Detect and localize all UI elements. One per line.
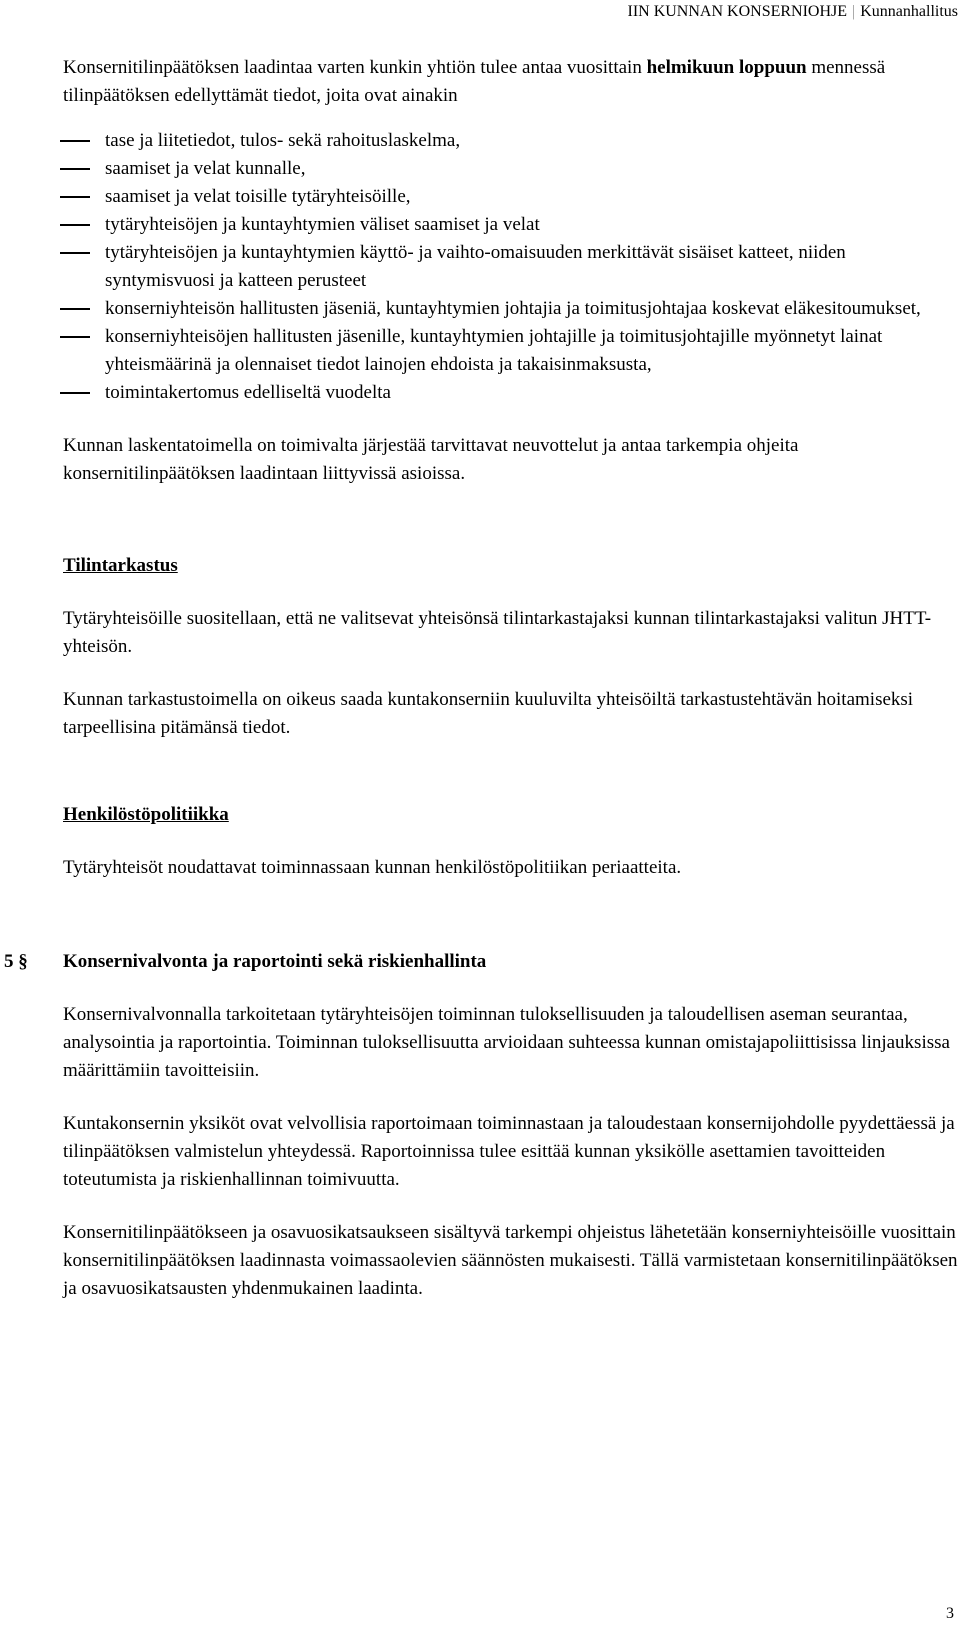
intro-paragraph [63, 54, 960, 110]
laskentatoimi-paragraph: Kunnan laskentatoimella on toimivalta järjestää tarvittavat neuvottelut ja antaa tarkempia ohjeita konsernitilinpäätöksen laadintaan liittyvissä asioissa. [63, 435, 799, 484]
document-body [4, 54, 960, 1303]
page-number: 3 [946, 1605, 954, 1622]
required-info-list [63, 127, 960, 407]
list-item: konserniyhteisöjen hallitusten jäsenille, kuntayhtymien johtajille ja toimitusjohtajille myönnetyt lainat yhteismäärinä ja olennaiset tiedot lainojen ehdoista ja takaisinmaksusta, [63, 323, 960, 379]
tilintarkastus-paragraph-1: Tytäryhteisöille suositellaan, että ne valitsevat yhteisönsä tilintarkastajaksi kunnan tilintarkastajaksi valitun JHTT-yhteisön. [63, 608, 932, 657]
header-separator: | [852, 3, 856, 20]
section-5-paragraph-3: Konsernitilinpäätökseen ja osavuosikatsaukseen sisältyvä tarkempi ohjeistus lähetetään konserniyhteisöille vuosittain konsernitilinpäätöksen laadinnasta voimassaolevien säännösten mukaisesti. Tällä varmistetaan konsernitilinpäätöksen ja osavuosikatsausten yhdenmukainen laadinta. [63, 1222, 958, 1299]
section-5-title [4, 948, 960, 976]
section-5-paragraph-1: Konsernivalvonnalla tarkoitetaan tytäryhteisöjen toiminnan tuloksellisuuden ja taloudellisen aseman seurantaa, analysointia ja raportointia. Toiminnan tuloksellisuutta arvioidaan suhteessa kunnan omistajapoliittisissa linjauksissa määrittämiin tavoitteisiin. [63, 1004, 950, 1081]
list-item: saamiset ja velat toisille tytäryhteisöille, [63, 183, 960, 211]
section-title-text: Konsernivalvonta ja raportointi sekä riskienhallinta [63, 951, 487, 972]
list-item: konserniyhteisön hallitusten jäseniä, kuntayhtymien johtajia ja toimitusjohtajaa koskevat eläkesitoumukset, [63, 295, 960, 323]
list-item: tytäryhteisöjen ja kuntayhtymien käyttö- ja vaihto-omaisuuden merkittävät sisäiset katteet, niiden syntymisvuosi ja katteen perusteet [63, 239, 960, 295]
list-item: tytäryhteisöjen ja kuntayhtymien väliset saamiset ja velat [63, 211, 960, 239]
intro-deadline: helmikuun loppuun [646, 57, 807, 78]
heading-henkilostopolitiikka: Henkilöstöpolitiikka [63, 804, 229, 825]
intro-text-before: Konsernitilinpäätöksen laadintaa varten kunkin yhtiön tulee antaa vuosittain [63, 57, 647, 78]
list-item: saamiset ja velat kunnalle, [63, 155, 960, 183]
list-item: toimintakertomus edelliseltä vuodelta [63, 379, 960, 407]
list-item: tase ja liitetiedot, tulos- sekä rahoituslaskelma, [63, 127, 960, 155]
page-header [627, 3, 958, 21]
header-document-title: IIN KUNNAN KONSERNIOHJE [627, 3, 848, 20]
header-department: Kunnanhallitus [860, 3, 958, 20]
heading-tilintarkastus: Tilintarkastus [63, 555, 178, 576]
section-5-paragraph-2: Kuntakonsernin yksiköt ovat velvollisia raportoimaan toiminnastaan ja taloudestaan konsernijohdolle pyydettäessä ja tilinpäätöksen valmistelun yhteydessä. Raportoinnissa tulee esittää kunnan yksikölle asettamien tavoitteiden toteutumista ja riskienhallinnan toimivuutta. [63, 1113, 955, 1190]
henkilosto-paragraph: Tytäryhteisöt noudattavat toiminnassaan kunnan henkilöstöpolitiikan periaatteita. [63, 857, 682, 878]
section-number: 5 § [4, 951, 28, 972]
intro-text-after: mennessä tilinpäätöksen edellyttämät tiedot, joita ovat ainakin [63, 57, 886, 106]
tilintarkastus-paragraph-2: Kunnan tarkastustoimella on oikeus saada kuntakonserniin kuuluvilta yhteisöiltä tarkastustehtävän hoitamiseksi tarpeellisina pitämänsä tiedot. [63, 689, 914, 738]
